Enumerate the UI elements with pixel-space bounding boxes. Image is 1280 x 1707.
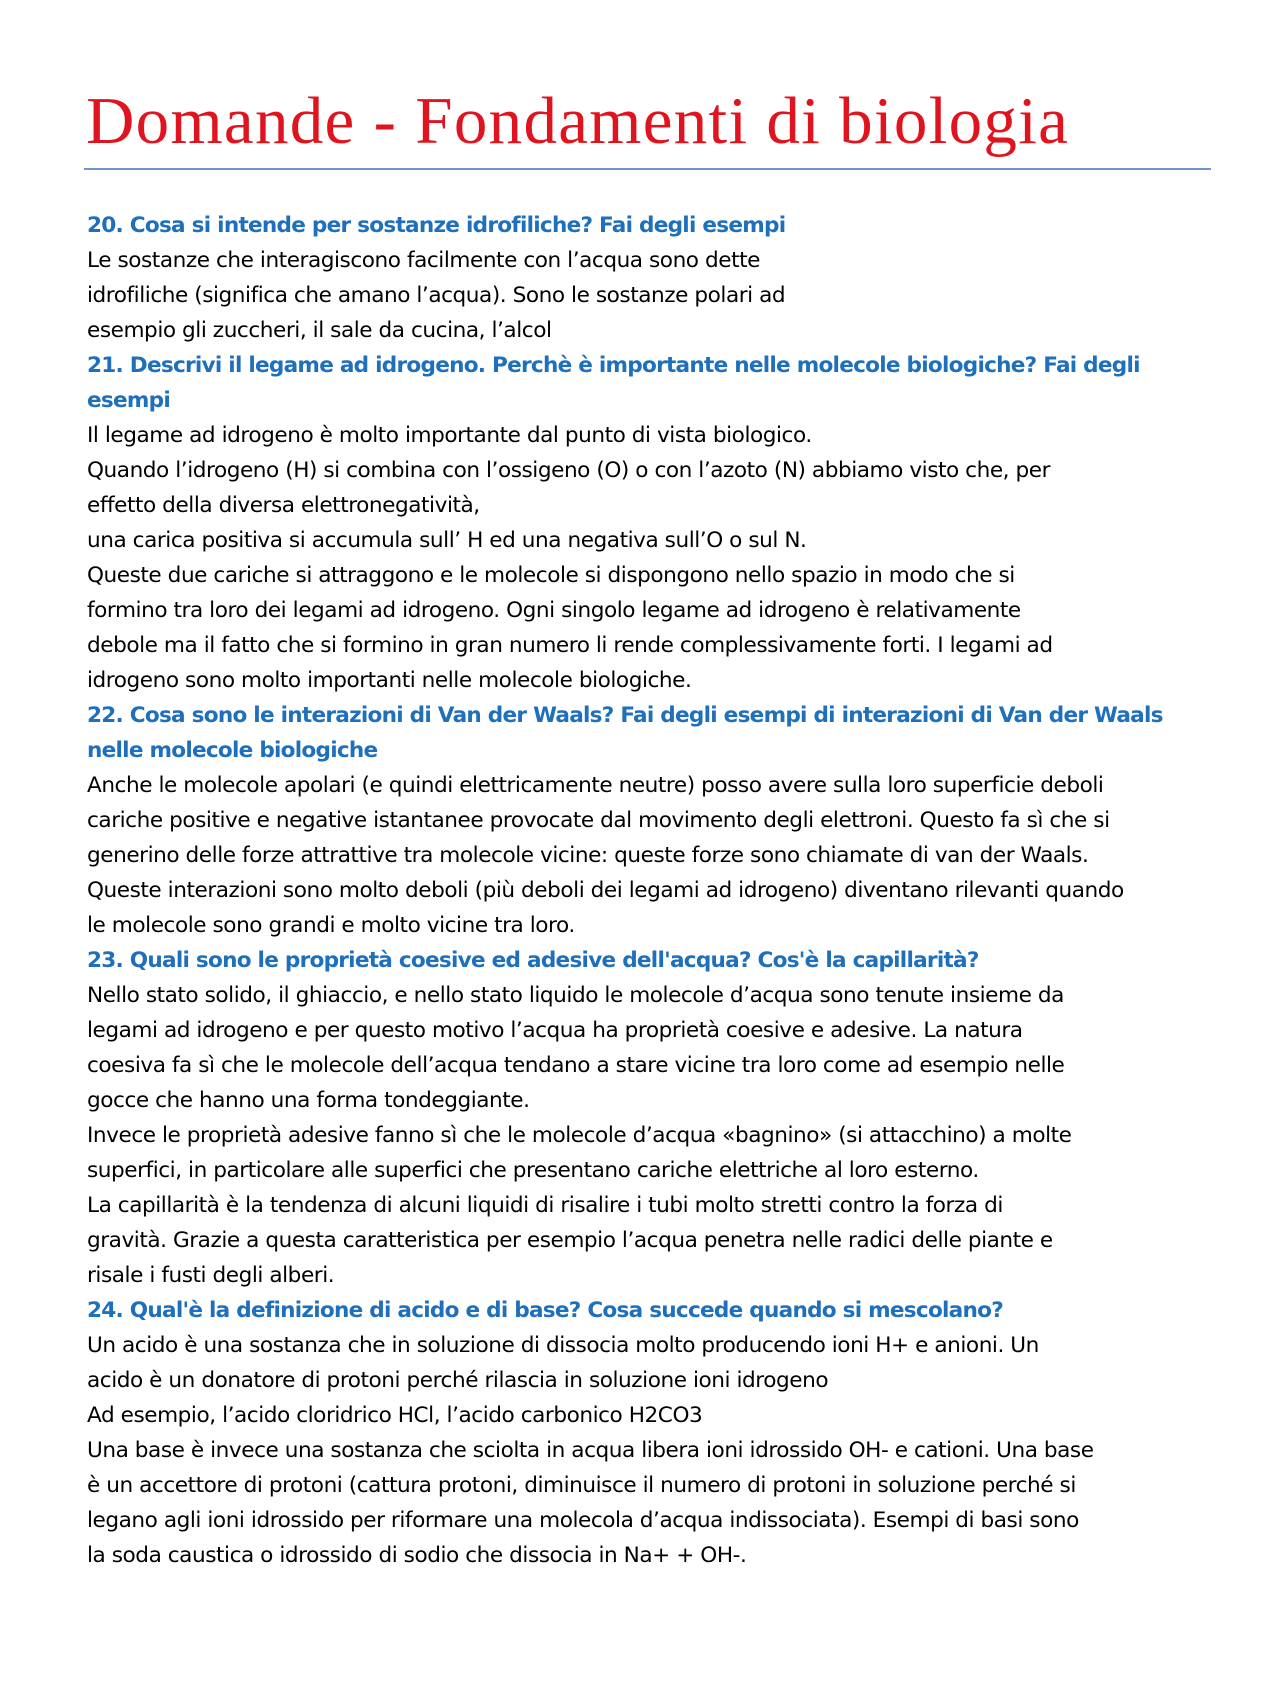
answer-line: Una base è invece una sostanza che sciolta in acqua libera ioni idrossido OH- e cationi. Una base	[87, 1438, 1094, 1463]
answer-line: Queste interazioni sono molto deboli (più deboli dei legami ad idrogeno) diventano rilevanti quando	[87, 878, 1124, 903]
question-heading: nelle molecole biologiche	[87, 738, 378, 763]
answer-line: idrogeno sono molto importanti nelle molecole biologiche.	[87, 668, 692, 693]
question-heading: 24. Qual'è la definizione di acido e di base? Cosa succede quando si mescolano?	[87, 1298, 1003, 1323]
answer-line: le molecole sono grandi e molto vicine tra loro.	[87, 913, 575, 938]
answer-line: Quando l’idrogeno (H) si combina con l’ossigeno (O) o con l’azoto (N) abbiamo visto che, per	[87, 458, 1051, 483]
answer-line: la soda caustica o idrossido di sodio che dissocia in Na+ + OH-.	[87, 1543, 747, 1568]
answer-line: gravità. Grazie a questa caratteristica per esempio l’acqua penetra nelle radici delle piante e	[87, 1228, 1053, 1253]
section-24	[87, 1293, 1217, 1573]
question-heading: esempi	[87, 388, 171, 413]
answer-line: cariche positive e negative istantanee provocate dal movimento degli elettroni. Questo fa sì che si	[87, 808, 1110, 833]
document-body	[87, 208, 1217, 1573]
answer-line: gocce che hanno una forma tondeggiante.	[87, 1088, 530, 1113]
answer-line: Le sostanze che interagiscono facilmente con l’acqua sono dette	[87, 248, 760, 273]
answer-line: generino delle forze attrattive tra molecole vicine: queste forze sono chiamate di van der Waals.	[87, 843, 1089, 868]
answer-line: Invece le proprietà adesive fanno sì che le molecole d’acqua «bagnino» (si attacchino) a molte	[87, 1123, 1072, 1148]
section-22	[87, 698, 1217, 943]
answer-line: Ad esempio, l’acido cloridrico HCl, l’acido carbonico H2CO3	[87, 1403, 703, 1428]
answer-line: Un acido è una sostanza che in soluzione di dissocia molto producendo ioni H+ e anioni. Un	[87, 1333, 1039, 1358]
answer-line: superfici, in particolare alle superfici che presentano cariche elettriche al loro esterno.	[87, 1158, 979, 1183]
section-21	[87, 348, 1217, 698]
answer-line: una carica positiva si accumula sull’ H ed una negativa sull’O o sul N.	[87, 528, 807, 553]
answer-line: Anche le molecole apolari (e quindi elettricamente neutre) posso avere sulla loro superficie deboli	[87, 773, 1104, 798]
answer-line: formino tra loro dei legami ad idrogeno. Ogni singolo legame ad idrogeno è relativamente	[87, 598, 1021, 623]
answer-line: esempio gli zuccheri, il sale da cucina, l’alcol	[87, 318, 552, 343]
question-heading: 20. Cosa si intende per sostanze idrofiliche? Fai degli esempi	[87, 213, 786, 238]
answer-line: idrofiliche (significa che amano l’acqua). Sono le sostanze polari ad	[87, 283, 786, 308]
question-heading: 22. Cosa sono le interazioni di Van der Waals? Fai degli esempi di interazioni di Van der Waals	[87, 703, 1163, 728]
question-heading: 23. Quali sono le proprietà coesive ed adesive dell'acqua? Cos'è la capillarità?	[87, 948, 979, 973]
answer-line: effetto della diversa elettronegatività,	[87, 493, 480, 518]
section-20	[87, 208, 1217, 348]
answer-line: legami ad idrogeno e per questo motivo l’acqua ha proprietà coesive e adesive. La natura	[87, 1018, 1023, 1043]
question-heading: 21. Descrivi il legame ad idrogeno. Perchè è importante nelle molecole biologiche? Fai degli	[87, 353, 1140, 378]
answer-line: acido è un donatore di protoni perché rilascia in soluzione ioni idrogeno	[87, 1368, 829, 1393]
answer-line: Nello stato solido, il ghiaccio, e nello stato liquido le molecole d’acqua sono tenute insieme da	[87, 983, 1064, 1008]
answer-line: debole ma il fatto che si formino in gran numero li rende complessivamente forti. I legami ad	[87, 633, 1053, 658]
answer-line: coesiva fa sì che le molecole dell’acqua tendano a stare vicine tra loro come ad esempio nelle	[87, 1053, 1065, 1078]
answer-line: è un accettore di protoni (cattura protoni, diminuisce il numero di protoni in soluzione perché si	[87, 1473, 1076, 1498]
answer-line: legano agli ioni idrossido per riformare una molecola d’acqua indissociata). Esempi di basi sono	[87, 1508, 1079, 1533]
section-23	[87, 943, 1217, 1293]
answer-line: Il legame ad idrogeno è molto importante dal punto di vista biologico.	[87, 423, 812, 448]
answer-line: La capillarità è la tendenza di alcuni liquidi di risalire i tubi molto stretti contro la forza di	[87, 1193, 1003, 1218]
title-divider	[84, 168, 1211, 170]
page-title: Domande - Fondamenti di biologia	[86, 84, 1070, 158]
answer-line: risale i fusti degli alberi.	[87, 1263, 335, 1288]
answer-line: Queste due cariche si attraggono e le molecole si dispongono nello spazio in modo che si	[87, 563, 1015, 588]
